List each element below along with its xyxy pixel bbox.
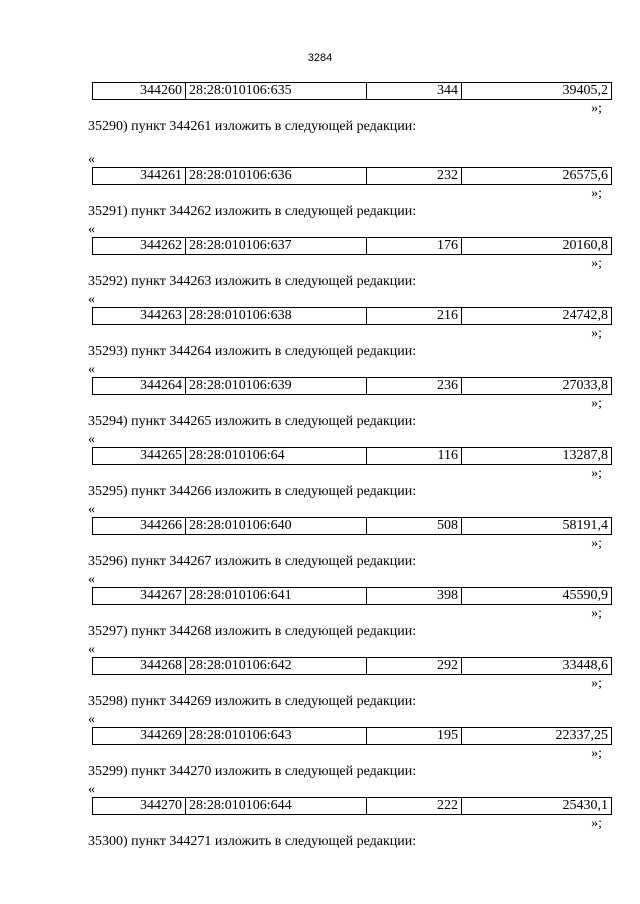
value-cell: 58191,4 — [462, 518, 612, 535]
area-cell: 236 — [367, 378, 462, 395]
amendment-text: 35295) пункт 344266 изложить в следующей редакции: — [88, 484, 417, 499]
item-number-cell: 344262 — [93, 238, 186, 255]
area-cell: 222 — [367, 798, 462, 815]
value-cell: 22337,25 — [462, 728, 612, 745]
open-quote: « — [88, 362, 95, 377]
amendment-block — [88, 292, 612, 362]
amendment-text: 35292) пункт 344263 изложить в следующей редакции: — [88, 274, 417, 289]
amendment-text: 35300) пункт 344271 изложить в следующей редакции: — [88, 834, 417, 849]
area-cell: 116 — [367, 448, 462, 465]
open-quote: « — [88, 222, 95, 237]
table-row — [92, 237, 612, 255]
table-row — [92, 797, 612, 815]
amendment-block — [88, 712, 612, 782]
item-number-cell: 344265 — [93, 448, 186, 465]
close-quote: »; — [591, 676, 602, 691]
open-quote: « — [88, 712, 95, 727]
item-number-cell: 344270 — [93, 798, 186, 815]
close-quote: »; — [591, 746, 602, 761]
value-cell: 26575,6 — [462, 168, 612, 185]
table-row — [92, 517, 612, 535]
area-cell: 344 — [367, 83, 462, 100]
table-row — [92, 657, 612, 675]
amendment-block — [88, 222, 612, 292]
amendment-block — [88, 572, 612, 642]
close-quote: »; — [591, 256, 602, 271]
value-cell: 20160,8 — [462, 238, 612, 255]
table-row — [92, 447, 612, 465]
amendment-text: 35298) пункт 344269 изложить в следующей редакции: — [88, 694, 417, 709]
close-quote: »; — [591, 186, 602, 201]
open-quote: « — [88, 292, 95, 307]
amendment-block — [88, 432, 612, 502]
cadastral-number-cell: 28:28:010106:641 — [186, 588, 367, 605]
item-number-cell: 344260 — [93, 83, 186, 100]
cadastral-number-cell: 28:28:010106:644 — [186, 798, 367, 815]
area-cell: 176 — [367, 238, 462, 255]
page-number: 3284 — [307, 52, 333, 64]
close-quote: »; — [591, 101, 602, 116]
area-cell: 216 — [367, 308, 462, 325]
value-cell: 25430,1 — [462, 798, 612, 815]
cadastral-number-cell: 28:28:010106:637 — [186, 238, 367, 255]
close-quote: »; — [591, 606, 602, 621]
cadastral-number-cell: 28:28:010106:638 — [186, 308, 367, 325]
close-quote: »; — [591, 536, 602, 551]
close-quote: »; — [591, 816, 602, 831]
value-cell: 39405,2 — [462, 83, 612, 100]
item-number-cell: 344268 — [93, 658, 186, 675]
value-cell: 24742,8 — [462, 308, 612, 325]
amendment-block — [88, 502, 612, 572]
item-number-cell: 344261 — [93, 168, 186, 185]
item-number-cell: 344267 — [93, 588, 186, 605]
area-cell: 232 — [367, 168, 462, 185]
amendment-text: 35291) пункт 344262 изложить в следующей редакции: — [88, 204, 417, 219]
value-cell: 33448,6 — [462, 658, 612, 675]
cadastral-number-cell: 28:28:010106:642 — [186, 658, 367, 675]
cadastral-number-cell: 28:28:010106:636 — [186, 168, 367, 185]
value-cell: 45590,9 — [462, 588, 612, 605]
table-row — [92, 307, 612, 325]
open-quote: « — [88, 782, 95, 797]
amendment-block — [88, 642, 612, 712]
amendment-block — [88, 782, 612, 852]
amendment-block — [88, 82, 612, 152]
open-quote: « — [88, 502, 95, 517]
open-quote: « — [88, 432, 95, 447]
open-quote: « — [88, 572, 95, 587]
item-number-cell: 344266 — [93, 518, 186, 535]
amendment-text: 35296) пункт 344267 изложить в следующей редакции: — [88, 554, 417, 569]
cadastral-number-cell: 28:28:010106:640 — [186, 518, 367, 535]
table-row — [92, 377, 612, 395]
item-number-cell: 344269 — [93, 728, 186, 745]
cadastral-number-cell: 28:28:010106:64 — [186, 448, 367, 465]
amendment-text: 35297) пункт 344268 изложить в следующей редакции: — [88, 624, 417, 639]
item-number-cell: 344264 — [93, 378, 186, 395]
area-cell: 508 — [367, 518, 462, 535]
open-quote: « — [88, 152, 95, 167]
cadastral-number-cell: 28:28:010106:639 — [186, 378, 367, 395]
item-number-cell: 344263 — [93, 308, 186, 325]
table-row — [92, 82, 612, 100]
cadastral-number-cell: 28:28:010106:635 — [186, 83, 367, 100]
amendment-text: 35290) пункт 344261 изложить в следующей редакции: — [88, 119, 417, 134]
cadastral-number-cell: 28:28:010106:643 — [186, 728, 367, 745]
area-cell: 398 — [367, 588, 462, 605]
close-quote: »; — [591, 326, 602, 341]
amendment-block — [88, 152, 612, 222]
table-row — [92, 587, 612, 605]
amendment-text: 35299) пункт 344270 изложить в следующей редакции: — [88, 764, 417, 779]
close-quote: »; — [591, 396, 602, 411]
amendment-text: 35294) пункт 344265 изложить в следующей редакции: — [88, 414, 417, 429]
table-row — [92, 727, 612, 745]
amendment-block — [88, 362, 612, 432]
area-cell: 292 — [367, 658, 462, 675]
amendment-text: 35293) пункт 344264 изложить в следующей редакции: — [88, 344, 417, 359]
document-body — [88, 82, 612, 852]
open-quote: « — [88, 642, 95, 657]
area-cell: 195 — [367, 728, 462, 745]
value-cell: 27033,8 — [462, 378, 612, 395]
table-row — [92, 167, 612, 185]
value-cell: 13287,8 — [462, 448, 612, 465]
close-quote: »; — [591, 466, 602, 481]
